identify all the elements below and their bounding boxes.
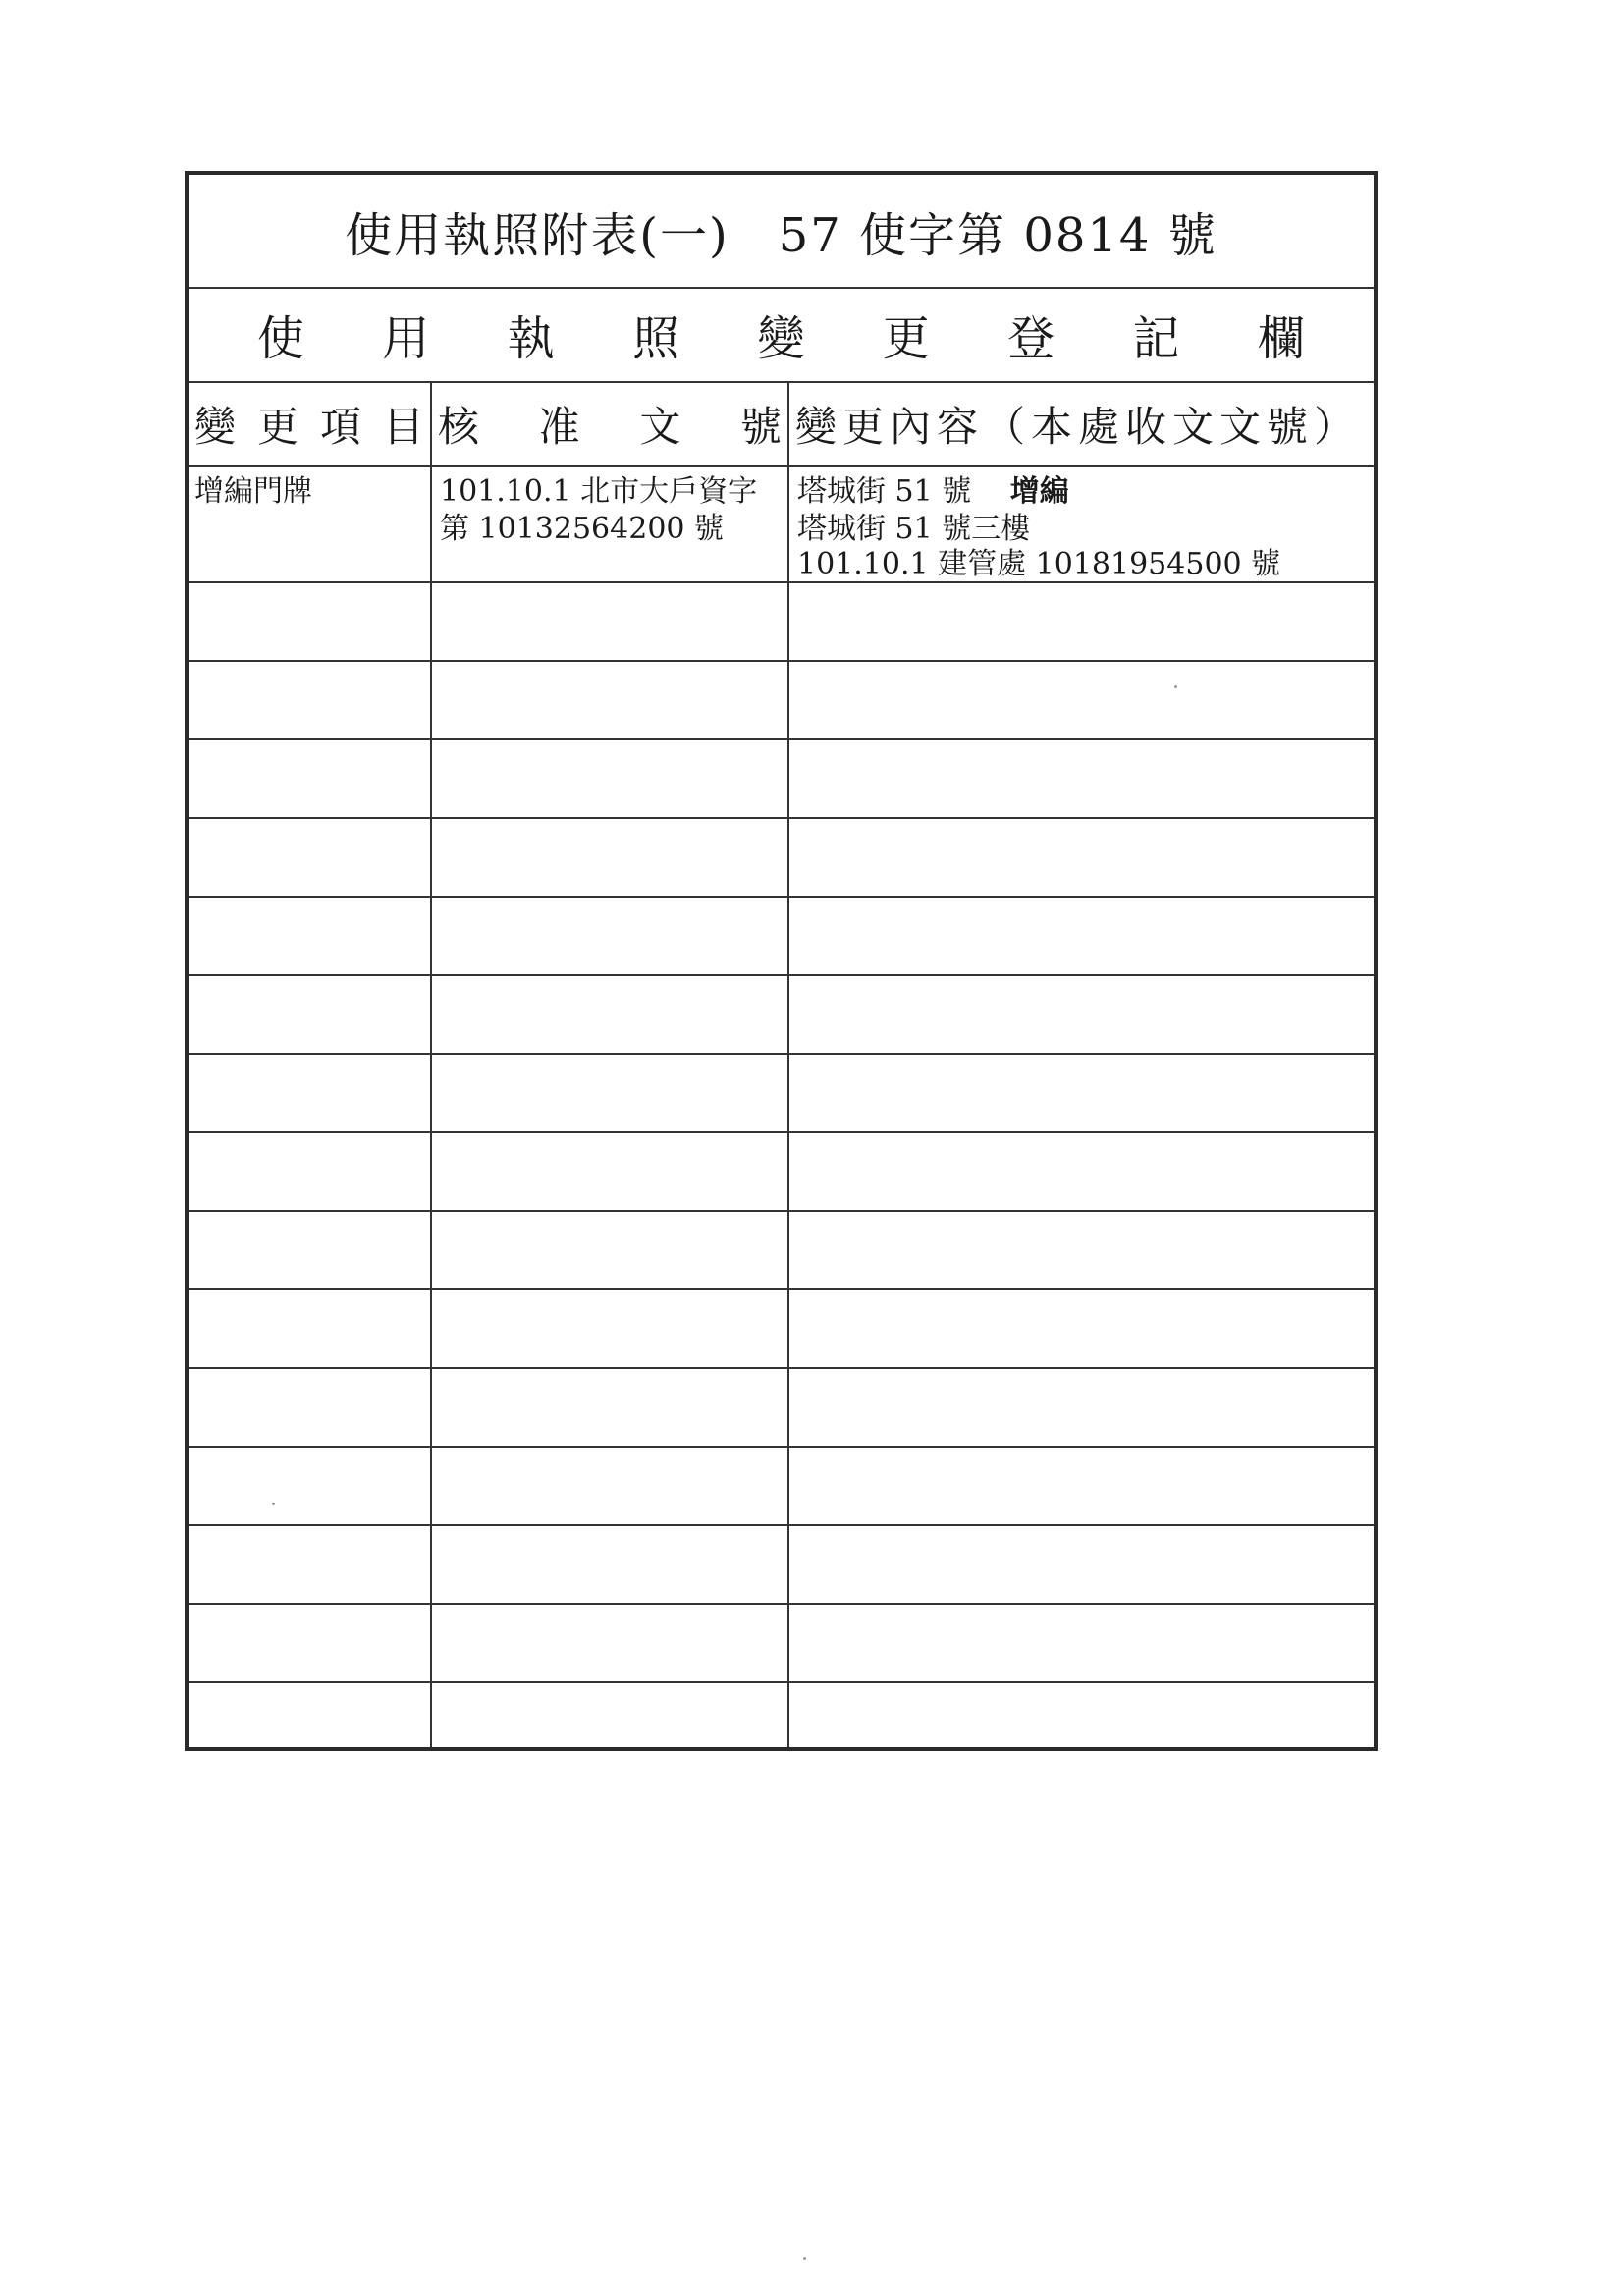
table-header — [189, 383, 1374, 465]
heading-char: 執 — [507, 310, 555, 366]
header-char: 目 — [382, 403, 424, 451]
header-char: 核 — [438, 403, 480, 451]
row-content-address: 塔城街 51 號 — [797, 474, 972, 509]
header-approval — [432, 383, 787, 465]
row-content-line3: 101.10.1 建管處 10181954500 號 — [797, 547, 1281, 581]
form-title: 使用執照附表(一) 57 使字第 0814 號 — [189, 175, 1374, 289]
row-divider — [189, 660, 1374, 662]
scan-speck — [1174, 685, 1177, 688]
row-divider — [189, 465, 1374, 467]
row-divider — [189, 738, 1374, 740]
scan-speck — [272, 1503, 275, 1505]
row-divider — [189, 1053, 1374, 1055]
heading-char: 照 — [632, 310, 680, 366]
row-divider — [189, 1603, 1374, 1605]
header-char: 更 — [256, 403, 298, 451]
heading-char: 變 — [757, 310, 805, 366]
change-record-table — [189, 383, 1374, 1747]
row-content-action: 增編 — [1009, 474, 1069, 509]
header-char: 准 — [538, 403, 580, 451]
row-divider — [189, 1446, 1374, 1448]
column-divider — [430, 383, 432, 1747]
row-divider — [189, 896, 1374, 898]
row-item: 增編門牌 — [194, 474, 312, 509]
row-divider — [189, 974, 1374, 976]
heading-char: 使 — [257, 310, 305, 366]
row-divider — [189, 1367, 1374, 1369]
row-approval-line1: 101.10.1 北市大戶資字 — [440, 474, 758, 509]
row-divider — [189, 1681, 1374, 1683]
heading-char: 更 — [882, 310, 930, 366]
section-heading — [189, 287, 1374, 383]
row-divider — [189, 1288, 1374, 1290]
scan-speck — [803, 2257, 806, 2260]
header-content: 變更內容（本處收文文號） — [795, 403, 1362, 451]
row-content-line1 — [797, 473, 1069, 511]
heading-char: 欄 — [1257, 310, 1305, 366]
row-divider — [189, 817, 1374, 819]
row-divider — [189, 1131, 1374, 1133]
heading-char: 登 — [1007, 310, 1055, 366]
header-item — [189, 383, 430, 465]
header-char: 文 — [639, 403, 681, 451]
row-divider — [189, 1210, 1374, 1212]
header-char: 號 — [739, 403, 782, 451]
column-divider — [787, 383, 789, 1747]
heading-char: 記 — [1132, 310, 1180, 366]
certificate-sheet — [185, 171, 1378, 1751]
heading-char: 用 — [382, 310, 430, 366]
row-content-line2: 塔城街 51 號三樓 — [797, 512, 1031, 546]
header-char: 變 — [194, 403, 237, 451]
header-char: 項 — [319, 403, 361, 451]
row-divider — [189, 1524, 1374, 1526]
row-approval-line2: 第 10132564200 號 — [440, 512, 725, 546]
